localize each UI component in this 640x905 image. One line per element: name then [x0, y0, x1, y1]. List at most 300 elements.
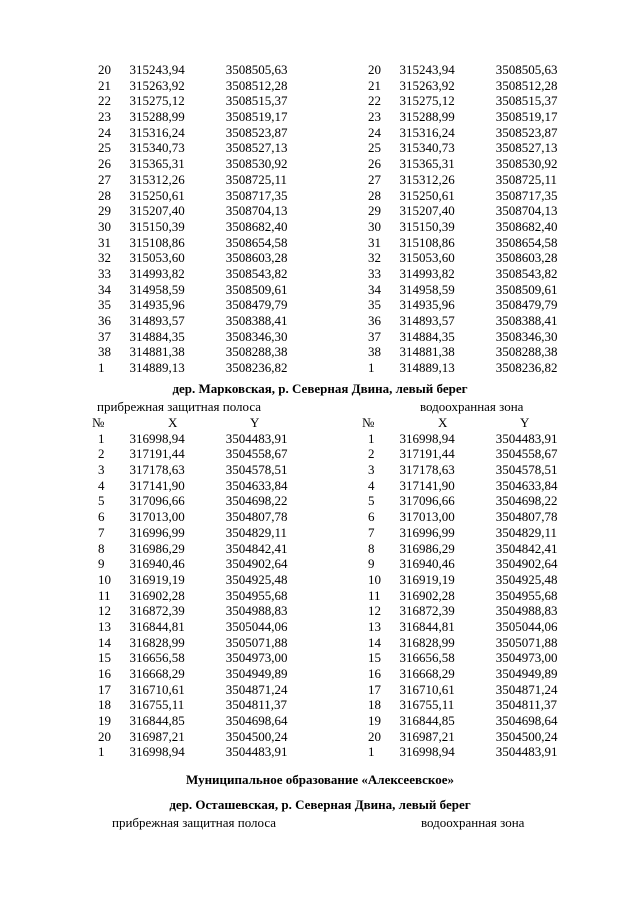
cell-number: 14: [98, 634, 111, 650]
table-row: [360, 109, 590, 125]
cell-number: 2: [368, 446, 375, 462]
cell-x: 316844,85: [129, 713, 185, 729]
cell-x: 315263,92: [129, 77, 185, 93]
table-row: [90, 329, 320, 345]
cell-x: 316987,21: [399, 728, 455, 744]
municipality-title: Муниципальное образование «Алексеевское»: [185, 772, 455, 787]
cell-y: 3504842,41: [225, 540, 288, 556]
table-row: [360, 650, 590, 666]
table-row: [360, 219, 590, 235]
cell-y: 3508654,58: [225, 234, 288, 250]
table-row: [360, 493, 590, 509]
cell-y: 3504829,11: [495, 524, 558, 540]
caption-water-protection-zone-2: водоохранная зона: [421, 815, 525, 830]
table-row: [90, 666, 320, 682]
table-row: [360, 556, 590, 572]
table-row: [90, 493, 320, 509]
cell-x: 315340,73: [129, 140, 185, 156]
cell-x: 314881,38: [399, 344, 455, 360]
table-header: [90, 415, 320, 431]
cell-number: 34: [368, 281, 381, 297]
cell-y: 3508515,37: [225, 93, 288, 109]
cell-y: 3508479,79: [225, 297, 288, 313]
table-row: [90, 313, 320, 329]
cell-number: 7: [368, 524, 375, 540]
cell-y: 3508704,13: [495, 203, 558, 219]
table-row: [360, 509, 590, 525]
cell-y: 3504483,91: [225, 744, 288, 760]
cell-number: 36: [368, 313, 381, 328]
cell-y: 3508717,35: [225, 187, 288, 203]
table-row: [360, 360, 590, 376]
cell-y: 3508543,82: [225, 265, 288, 281]
cell-y: 3504698,22: [225, 493, 288, 509]
table-row: [90, 713, 320, 729]
cell-number: 2: [98, 446, 105, 462]
table-row: [360, 431, 590, 447]
cell-y: 3504698,64: [495, 713, 558, 729]
cell-x: 316844,85: [399, 713, 455, 729]
table-row: [360, 446, 590, 462]
cell-y: 3504578,51: [495, 462, 558, 478]
cell-x: 314893,57: [399, 313, 455, 328]
cell-number: 17: [98, 681, 111, 697]
cell-number: 27: [98, 171, 111, 187]
cell-y: 3504500,24: [495, 728, 558, 744]
cell-number: 36: [98, 313, 111, 328]
cell-number: 7: [98, 524, 105, 540]
cell-number: 23: [98, 109, 111, 125]
cell-y: 3504902,64: [225, 556, 288, 572]
cell-number: 27: [368, 171, 381, 187]
header-x: X: [438, 415, 448, 430]
cell-x: 317191,44: [399, 446, 455, 462]
cell-y: 3508682,40: [225, 218, 288, 234]
cell-number: 6: [98, 509, 105, 525]
cell-number: 3: [368, 462, 375, 478]
cell-y: 3504633,84: [495, 477, 558, 493]
cell-number: 5: [98, 493, 105, 509]
table-row: [360, 313, 590, 329]
cell-x: 315053,60: [129, 250, 185, 266]
cell-x: 317178,63: [129, 462, 185, 478]
table-row: [360, 541, 590, 557]
cell-y: 3508346,30: [225, 328, 288, 344]
cell-number: 25: [98, 140, 111, 156]
cell-number: 1: [368, 430, 375, 446]
cell-x: 316710,61: [129, 681, 185, 697]
cell-number: 35: [98, 297, 111, 313]
table-row: [360, 156, 590, 172]
cell-x: 314935,96: [129, 297, 185, 313]
cell-x: 314958,59: [399, 281, 455, 297]
table-row: [360, 697, 590, 713]
table-row: [360, 478, 590, 494]
cell-number: 1: [368, 360, 375, 376]
cell-x: 315250,61: [399, 187, 455, 203]
cell-x: 314884,35: [399, 328, 455, 344]
cell-number: 9: [368, 556, 375, 572]
cell-x: 316998,94: [399, 744, 455, 760]
cell-y: 3504949,89: [225, 666, 288, 681]
table-row: [360, 282, 590, 298]
table-row: [360, 666, 590, 682]
cell-x: 317096,66: [129, 493, 185, 509]
cell-number: 31: [368, 234, 381, 250]
cell-x: 316710,61: [399, 681, 455, 697]
cell-y: 3508603,28: [225, 250, 288, 266]
cell-y: 3504483,91: [495, 430, 558, 446]
cell-y: 3504988,83: [495, 603, 558, 619]
cell-y: 3508236,82: [495, 360, 558, 376]
cell-y: 3508682,40: [495, 218, 558, 234]
cell-number: 11: [98, 587, 111, 603]
cell-y: 3504633,84: [225, 477, 288, 493]
cell-x: 317141,90: [129, 477, 185, 493]
cell-number: 20: [98, 728, 111, 744]
cell-y: 3504811,37: [225, 697, 288, 713]
table-row: [360, 125, 590, 141]
section-title-markovskaya: дер. Марковская, р. Северная Двина, левый берег: [172, 381, 468, 396]
cell-x: 316919,19: [129, 571, 185, 587]
cell-number: 22: [98, 93, 111, 109]
cell-y: 3508388,41: [225, 313, 288, 328]
cell-number: 33: [98, 265, 111, 281]
table-row: [360, 297, 590, 313]
header-x: X: [168, 415, 178, 430]
table-row: [90, 556, 320, 572]
table-row: [90, 344, 320, 360]
table-row: [90, 140, 320, 156]
table-row: [90, 572, 320, 588]
cell-number: 22: [368, 93, 381, 109]
cell-y: 3508530,92: [225, 156, 288, 172]
cell-x: 314889,13: [129, 360, 185, 376]
cell-number: 17: [368, 681, 381, 697]
cell-y: 3508603,28: [495, 250, 558, 266]
cell-x: 315288,99: [129, 109, 185, 125]
cell-y: 3504558,67: [495, 446, 558, 462]
cell-x: 315207,40: [399, 203, 455, 219]
cell-y: 3505071,88: [495, 634, 558, 650]
cell-y: 3508512,28: [225, 77, 288, 93]
table-row: [360, 250, 590, 266]
cell-y: 3508479,79: [495, 297, 558, 313]
table-row: [360, 235, 590, 251]
cell-y: 3504807,78: [495, 509, 558, 525]
cell-y: 3508530,92: [495, 156, 558, 172]
table-row: [90, 109, 320, 125]
cell-x: 315365,31: [129, 156, 185, 172]
cell-y: 3504925,48: [225, 571, 288, 587]
cell-x: 316998,94: [129, 430, 185, 446]
cell-y: 3504902,64: [495, 556, 558, 572]
table-right-column: [360, 415, 590, 760]
cell-number: 30: [98, 218, 111, 234]
cell-number: 16: [98, 666, 111, 681]
table-row: [90, 525, 320, 541]
cell-number: 18: [368, 697, 381, 713]
cell-x: 315108,86: [129, 234, 185, 250]
cell-x: 316996,99: [129, 524, 185, 540]
cell-number: 1: [98, 744, 105, 760]
cell-y: 3508704,13: [225, 203, 288, 219]
cell-x: 315243,94: [399, 62, 455, 77]
cell-x: 316872,39: [399, 603, 455, 619]
cell-y: 3504973,00: [225, 650, 288, 666]
cell-number: 20: [98, 62, 111, 77]
coordinates-table-1: [90, 62, 590, 376]
cell-number: 33: [368, 265, 381, 281]
cell-number: 20: [368, 62, 381, 77]
cell-x: 315316,24: [129, 124, 185, 140]
cell-y: 3508388,41: [495, 313, 558, 328]
cell-number: 26: [98, 156, 111, 172]
cell-x: 315340,73: [399, 140, 455, 156]
cell-x: 315263,92: [399, 77, 455, 93]
cell-x: 316902,28: [129, 587, 185, 603]
caption-coastal-strip-2: прибрежная защитная полоса: [112, 815, 277, 830]
table-left-column: [90, 62, 320, 376]
coordinates-table-2: [90, 415, 590, 760]
cell-y: 3508515,37: [495, 93, 558, 109]
cell-y: 3504973,00: [495, 650, 558, 666]
cell-number: 18: [98, 697, 111, 713]
cell-number: 38: [98, 344, 111, 360]
cell-y: 3504483,91: [225, 430, 288, 446]
cell-number: 12: [98, 603, 111, 619]
table-row: [360, 713, 590, 729]
cell-x: 316940,46: [399, 556, 455, 572]
table-row: [90, 78, 320, 94]
cell-x: 316996,99: [399, 524, 455, 540]
cell-number: 8: [98, 540, 105, 556]
table-row: [90, 203, 320, 219]
cell-x: 316872,39: [129, 603, 185, 619]
table-row: [360, 572, 590, 588]
table-row: [90, 729, 320, 745]
cell-x: 316656,58: [129, 650, 185, 666]
cell-number: 35: [368, 297, 381, 313]
table-row: [90, 297, 320, 313]
cell-y: 3508509,61: [495, 281, 558, 297]
cell-y: 3504925,48: [495, 571, 558, 587]
cell-number: 29: [98, 203, 111, 219]
cell-x: 314935,96: [399, 297, 455, 313]
cell-x: 316940,46: [129, 556, 185, 572]
cell-x: 315150,39: [129, 218, 185, 234]
cell-number: 19: [368, 713, 381, 729]
cell-x: 316844,81: [399, 618, 455, 634]
cell-y: 3508527,13: [495, 140, 558, 156]
cell-x: 315250,61: [129, 187, 185, 203]
cell-number: 30: [368, 218, 381, 234]
cell-y: 3508519,17: [495, 109, 558, 125]
cell-x: 314958,59: [129, 281, 185, 297]
cell-y: 3504871,24: [225, 681, 288, 697]
table-row: [90, 619, 320, 635]
table-row: [360, 729, 590, 745]
cell-number: 10: [368, 571, 381, 587]
cell-number: 1: [98, 430, 105, 446]
cell-number: 24: [98, 124, 111, 140]
cell-number: 8: [368, 540, 375, 556]
cell-y: 3508519,17: [225, 109, 288, 125]
table-row: [90, 446, 320, 462]
table-row: [90, 282, 320, 298]
table-row: [90, 62, 320, 78]
cell-x: 316668,29: [129, 666, 185, 681]
cell-x: 316902,28: [399, 587, 455, 603]
cell-x: 316668,29: [399, 666, 455, 681]
cell-y: 3504483,91: [495, 744, 558, 760]
cell-number: 9: [98, 556, 105, 572]
table-row: [90, 744, 320, 760]
cell-number: 23: [368, 109, 381, 125]
cell-x: 316998,94: [399, 430, 455, 446]
cell-x: 314884,35: [129, 328, 185, 344]
cell-number: 24: [368, 124, 381, 140]
table-header: [360, 415, 590, 431]
cell-y: 3504949,89: [495, 666, 558, 681]
cell-x: 315207,40: [129, 203, 185, 219]
cell-y: 3504955,68: [495, 587, 558, 603]
cell-number: 29: [368, 203, 381, 219]
cell-y: 3504698,22: [495, 493, 558, 509]
cell-x: 316986,29: [399, 540, 455, 556]
table-row: [90, 478, 320, 494]
table-row: [90, 125, 320, 141]
cell-number: 28: [98, 187, 111, 203]
cell-number: 28: [368, 187, 381, 203]
cell-number: 34: [98, 281, 111, 297]
table-row: [90, 93, 320, 109]
table-row: [360, 619, 590, 635]
cell-y: 3504811,37: [495, 697, 558, 713]
header-number: №: [92, 415, 105, 430]
cell-y: 3505044,06: [495, 618, 558, 634]
cell-x: 315312,26: [129, 171, 185, 187]
table-row: [360, 329, 590, 345]
cell-x: 315275,12: [129, 93, 185, 109]
cell-x: 316828,99: [129, 634, 185, 650]
cell-number: 32: [368, 250, 381, 266]
cell-x: 315108,86: [399, 234, 455, 250]
cell-y: 3508725,11: [495, 171, 558, 187]
cell-x: 315316,24: [399, 124, 455, 140]
cell-y: 3508236,82: [225, 360, 288, 376]
cell-number: 1: [368, 744, 375, 760]
header-y: Y: [520, 415, 530, 430]
table-row: [90, 509, 320, 525]
cell-x: 315150,39: [399, 218, 455, 234]
cell-y: 3505071,88: [225, 634, 288, 650]
cell-y: 3504698,64: [225, 713, 288, 729]
table-row: [360, 525, 590, 541]
table-row: [90, 219, 320, 235]
cell-x: 317191,44: [129, 446, 185, 462]
cell-y: 3505044,06: [225, 618, 288, 634]
table-row: [90, 603, 320, 619]
cell-y: 3504988,83: [225, 603, 288, 619]
cell-x: 317013,00: [129, 509, 185, 525]
table-row: [360, 140, 590, 156]
table-row: [360, 172, 590, 188]
cell-y: 3508523,87: [225, 124, 288, 140]
cell-y: 3504500,24: [225, 728, 288, 744]
cell-number: 12: [368, 603, 381, 619]
table-row: [90, 172, 320, 188]
cell-x: 314993,82: [129, 265, 185, 281]
cell-x: 315275,12: [399, 93, 455, 109]
caption-coastal-strip: прибрежная защитная полоса: [97, 399, 262, 414]
cell-y: 3504578,51: [225, 462, 288, 478]
cell-x: 316844,81: [129, 618, 185, 634]
table-row: [360, 588, 590, 604]
cell-x: 316656,58: [399, 650, 455, 666]
table-row: [360, 635, 590, 651]
table-row: [360, 744, 590, 760]
table-row: [360, 78, 590, 94]
cell-number: 21: [98, 77, 111, 93]
cell-number: 6: [368, 509, 375, 525]
cell-number: 10: [98, 571, 111, 587]
table-row: [90, 588, 320, 604]
cell-number: 4: [368, 477, 375, 493]
cell-y: 3508288,38: [225, 344, 288, 360]
cell-number: 14: [368, 634, 381, 650]
cell-x: 315365,31: [399, 156, 455, 172]
table-row: [90, 431, 320, 447]
cell-y: 3508512,28: [495, 77, 558, 93]
cell-x: 316755,11: [399, 697, 455, 713]
cell-number: 1: [98, 360, 105, 376]
cell-x: 316998,94: [129, 744, 185, 760]
cell-number: 37: [98, 328, 111, 344]
cell-number: 37: [368, 328, 381, 344]
cell-y: 3508725,11: [225, 171, 288, 187]
table-left-column: [90, 415, 320, 760]
cell-y: 3504955,68: [225, 587, 288, 603]
caption-water-protection-zone: водоохранная зона: [420, 399, 524, 414]
cell-y: 3508543,82: [495, 265, 558, 281]
cell-y: 3508509,61: [225, 281, 288, 297]
cell-number: 5: [368, 493, 375, 509]
cell-y: 3508505,63: [225, 62, 288, 77]
cell-y: 3504558,67: [225, 446, 288, 462]
cell-y: 3508717,35: [495, 187, 558, 203]
section-title-ostashevskaya: дер. Осташевская, р. Северная Двина, левый берег: [169, 797, 471, 812]
cell-x: 316755,11: [129, 697, 185, 713]
table-row: [90, 462, 320, 478]
cell-y: 3508523,87: [495, 124, 558, 140]
cell-x: 314993,82: [399, 265, 455, 281]
cell-number: 31: [98, 234, 111, 250]
cell-x: 315053,60: [399, 250, 455, 266]
cell-number: 19: [98, 713, 111, 729]
cell-x: 317013,00: [399, 509, 455, 525]
cell-y: 3504842,41: [495, 540, 558, 556]
table-right-column: [360, 62, 590, 376]
cell-x: 314881,38: [129, 344, 185, 360]
cell-x: 315288,99: [399, 109, 455, 125]
cell-x: 317178,63: [399, 462, 455, 478]
cell-x: 317141,90: [399, 477, 455, 493]
table-row: [90, 188, 320, 204]
table-row: [360, 93, 590, 109]
table-row: [90, 156, 320, 172]
cell-x: 316986,29: [129, 540, 185, 556]
